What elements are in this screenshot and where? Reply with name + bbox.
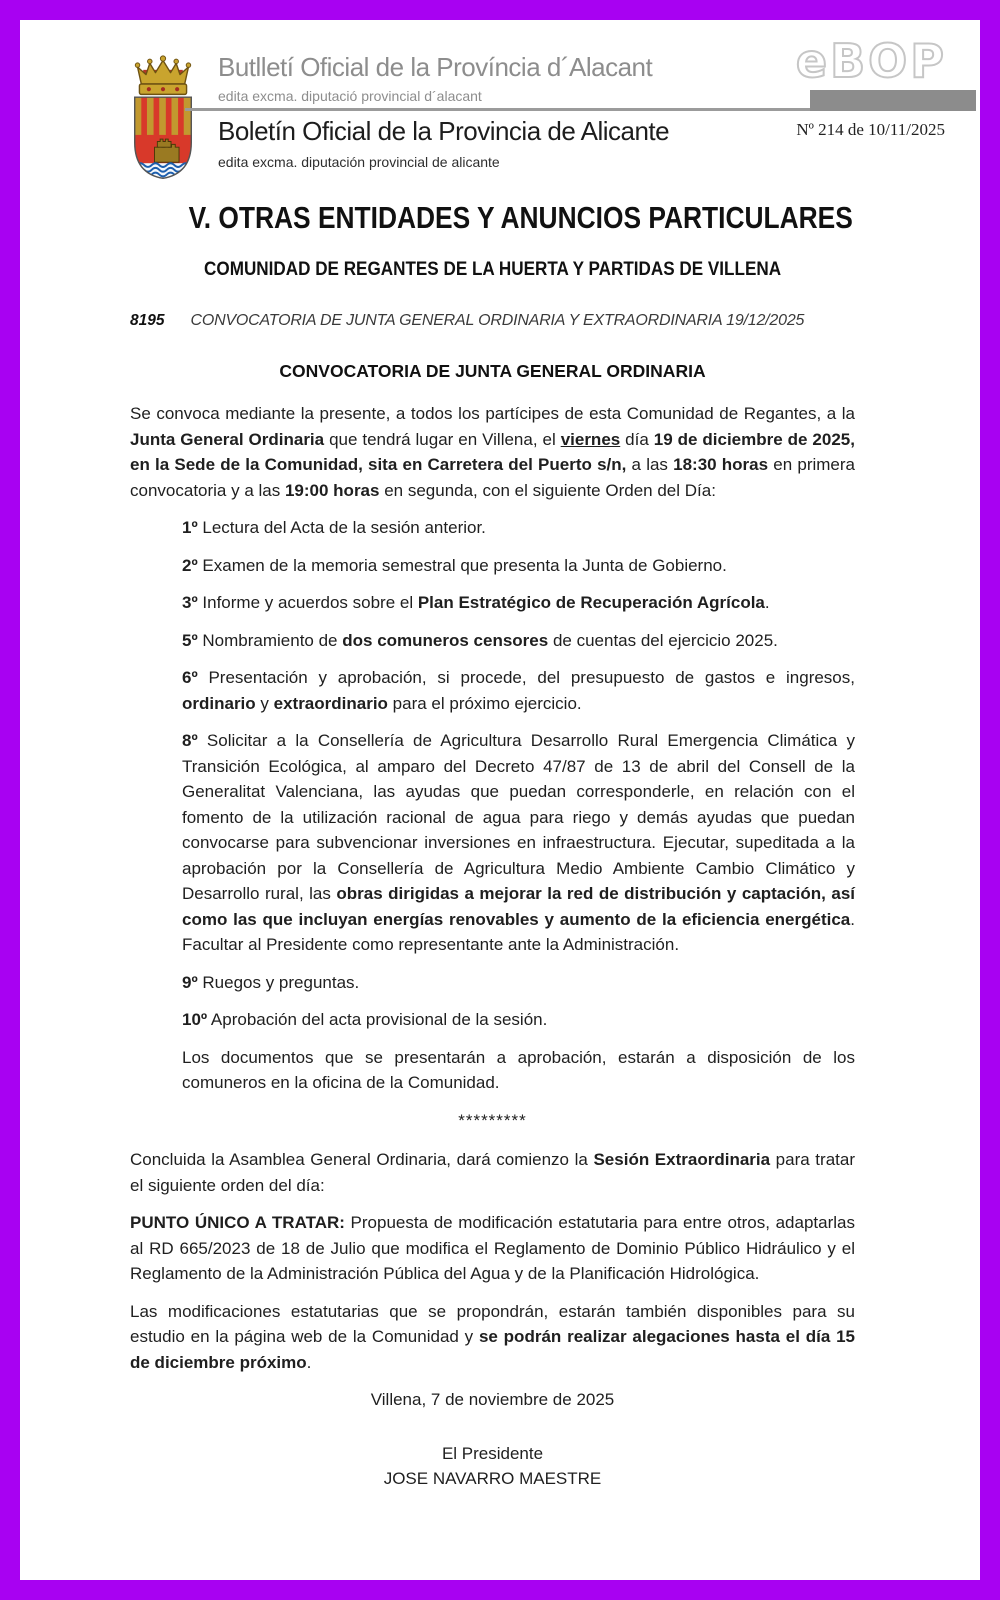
entity-name: COMUNIDAD DE REGANTES DE LA HUERTA Y PARTIDAS DE VILLENA xyxy=(203,259,782,280)
document-body xyxy=(130,401,855,1492)
signature-role: El Presidente xyxy=(441,1443,544,1463)
amendments-note: Las modificaciones estatutarias que se propondrán, estarán también disponibles para su estudio en la página web de la Comunidad y se podrán realizar alegaciones hasta el día 15 de diciembre próximo. xyxy=(130,1301,855,1372)
agenda-item-3: 3º Informe y acuerdos sobre el Plan Estratégico de Recuperación Agrícola. xyxy=(182,593,770,613)
signature-name: JOSE NAVARRO MAESTRE xyxy=(383,1469,602,1489)
separator-stars: ********* xyxy=(458,1110,527,1130)
document-content xyxy=(20,202,980,1492)
extraordinary-intro: Concluida la Asamblea General Ordinaria, dará comienzo la Sesión Extraordinaria para tratar el siguiente orden del día: xyxy=(130,1150,855,1195)
agenda-item-5: 5º Nombramiento de dos comuneros censores de cuentas del ejercicio 2025. xyxy=(182,630,778,650)
masthead-catalan-subtitle: edita excma. diputació provincial d´alacant xyxy=(218,88,482,104)
single-point: PUNTO ÚNICO A TRATAR: Propuesta de modificación estatutaria para entre otros, adaptarlas al RD 665/2023 de 18 de Julio que modifica el Reglamento de Dominio Público Hidráulico y el Reglamento de la Administración Pública del Agua y de la Planificación Hidrológica. xyxy=(130,1213,855,1284)
announcement-row xyxy=(130,312,855,330)
section-title: V. OTRAS ENTIDADES Y ANUNCIOS PARTICULARES xyxy=(188,200,853,235)
header-gray-bar xyxy=(810,90,976,111)
masthead-spanish-subtitle: edita excma. diputación provincial de alicante xyxy=(218,154,500,170)
bulletin-header xyxy=(20,20,980,180)
agenda-item-10: 10º Aprobación del acta provisional de la sesión. xyxy=(182,1010,548,1030)
signature-place-date: Villena, 7 de noviembre de 2025 xyxy=(370,1390,615,1410)
documents-note: Los documentos que se presentarán a aprobación, estarán a disposición de los comuneros en la oficina de la Comunidad. xyxy=(182,1047,855,1093)
alicante-crest-icon xyxy=(130,54,196,180)
issue-number: Nº 214 de 10/11/2025 xyxy=(796,120,945,139)
agenda-item-8: 8º Solicitar a la Consellería de Agricultura Desarrollo Rural Emergencia Climática y Transición Ecológica, al amparo del Decreto 47/87 de 13 de abril del Consell de la Generalitat Valenciana, las ayudas que puedan corresponderle, en relación con el fomento de la utilización racional de agua para riego y demás ayudas que puedan convocarse para subvencionar inversiones en infraestructura. Ejecutar, supeditada a la aprobación por la Consellería de Agricultura Medio Ambiente Cambio Climático y Desarrollo rural, las obras dirigidas a mejorar la red de distribución y captación, así como las que incluyan energías renovables y aumento de la eficiencia energética. Facultar al Presidente como representante ante la Administración. xyxy=(182,731,856,955)
agenda-item-9: 9º Ruegos y preguntas. xyxy=(182,972,360,992)
doc-title: CONVOCATORIA DE JUNTA GENERAL ORDINARIA xyxy=(279,360,706,381)
coat-of-arms xyxy=(130,54,196,185)
announcement-title: CONVOCATORIA DE JUNTA GENERAL ORDINARIA Y EXTRAORDINARIA 19/12/2025 xyxy=(190,311,805,329)
ebop-logo: eBOP xyxy=(795,34,947,88)
document-page xyxy=(20,20,980,1580)
announcement-number: 8195 xyxy=(130,311,165,329)
agenda-item-1: 1º Lectura del Acta de la sesión anterior. xyxy=(182,518,486,538)
agenda-item-6: 6º Presentación y aprobación, si procede, del presupuesto de gastos e ingresos, ordinario y extraordinario para el próximo ejercicio. xyxy=(182,668,855,713)
masthead-spanish-title: Boletín Oficial de la Provincia de Alicante xyxy=(218,116,670,146)
intro-paragraph: Se convoca mediante la presente, a todos los partícipes de esta Comunidad de Regantes, a la Junta General Ordinaria que tendrá lugar en Villena, el viernes día 19 de diciembre de 2025, en la Sede de la Comunidad, sita en Carretera del Puerto s/n, a las 18:30 horas en primera convocatoria y a las 19:00 horas en segunda, con el siguiente Orden del Día: xyxy=(130,404,856,500)
masthead-catalan-title: Butlletí Oficial de la Província d´Alacant xyxy=(218,52,653,82)
agenda-item-2: 2º Examen de la memoria semestral que presenta la Junta de Gobierno. xyxy=(182,555,727,575)
